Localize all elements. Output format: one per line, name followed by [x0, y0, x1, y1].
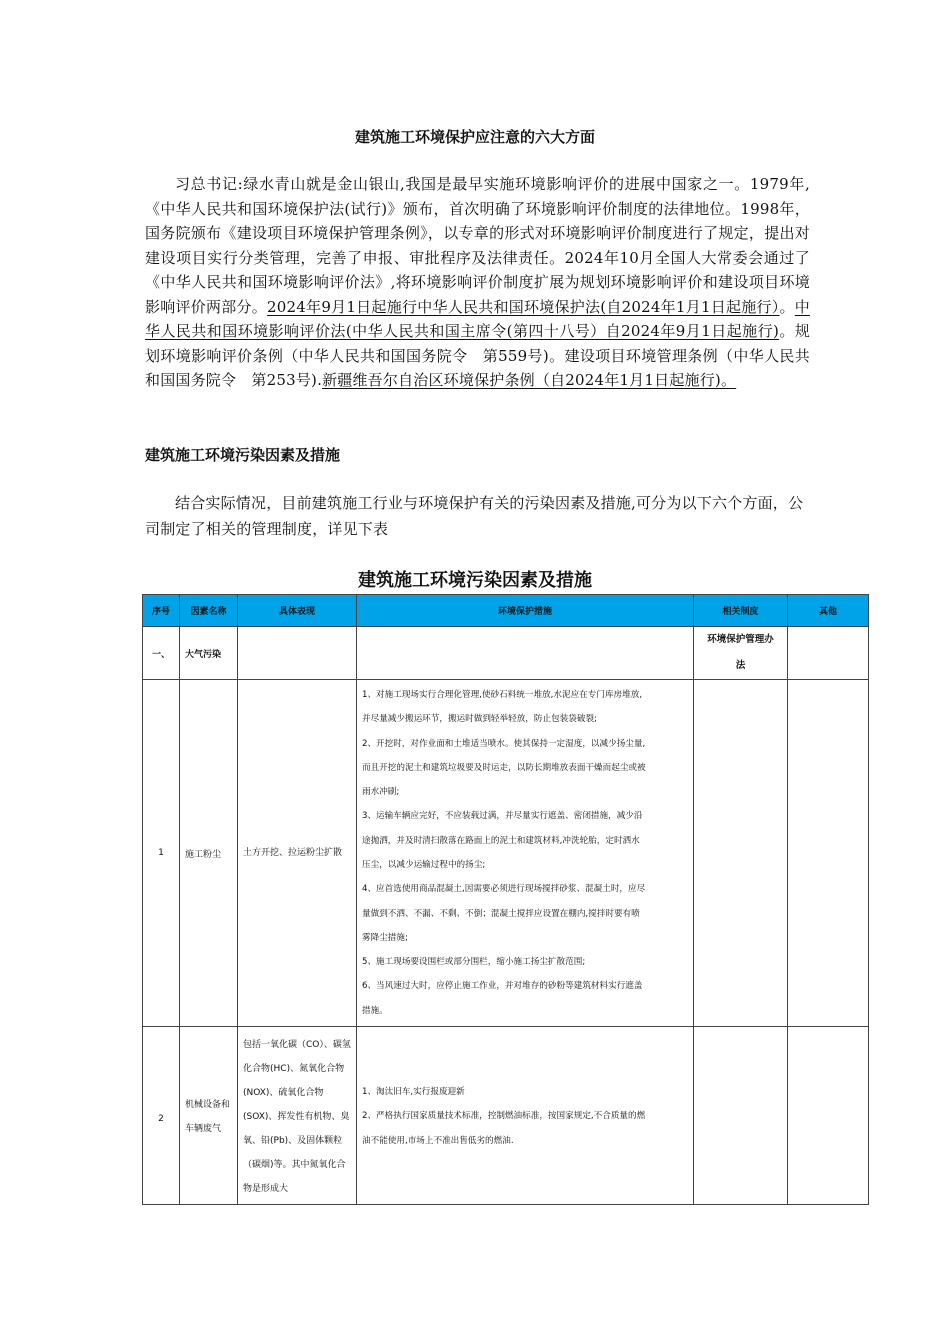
cell-empty: [694, 1027, 788, 1205]
table-row-air-pollution: [143, 627, 869, 680]
table-row-exhaust: [143, 1027, 869, 1205]
cell-empty: [788, 680, 869, 1027]
cell-detail: [238, 1027, 357, 1205]
cell-detail: [238, 680, 357, 1027]
measure-line: 雾降尘措施;: [362, 932, 408, 943]
header-measures: 环境保护措施: [357, 595, 694, 627]
header-rules: 相关制度: [694, 595, 788, 627]
header-no: 序号: [143, 595, 180, 627]
table-title: 建筑施工环境污染因素及措施: [358, 570, 592, 591]
intro-text-3: 。规划环境影响评价条例（中华人民共和国国务院令 第559号)。建设项目环境管理条例（中华人民共和国国务院令 第253号).: [145, 322, 810, 389]
cell-measures: [357, 1027, 694, 1205]
measure-line: 3、运输车辆应完好，不应装载过满，并尽量实行遮盖、密闭措施，减少沿: [362, 811, 643, 822]
measure-line: 而且开挖的泥土和建筑垃圾要及时运走，以防长期堆放表面干燥而起尘或被: [362, 762, 646, 773]
header-detail: 具体表现: [238, 595, 357, 627]
intro-text-2: 。: [779, 297, 795, 316]
intro-text-1: 习总书记:绿水青山就是金山银山,我国是最早实施环境影响评价的进展中国家之一。1979年,《中华人民共和国环境保护法(试行)》颁布，首次明确了环境影响评价制度的法律地位。1998年，国务院颁布《建设项目环境保护管理条例》，以专章的形式对环境影响评价制度进行了规定，提出对建设项目实行分类管理，完善了申报、审批程序及法律责任。2024年10月全国人大常委会通过了《中华人民共和国环境影响评价法》,将环境影响评价制度扩展为规划环境影响评价和建设项目环境影响评价两部分。: [145, 175, 810, 316]
pollution-measures-table: [142, 594, 869, 1205]
rules-line-2: 法: [735, 660, 746, 671]
table-header-row: [143, 595, 869, 627]
measure-line: 措施。: [362, 1005, 388, 1016]
measure-line: 并尽量减少搬运环节，搬运时做到轻举轻放，防止包装袋破裂;: [362, 714, 597, 725]
cell-empty: [788, 627, 869, 680]
intro-paragraph: [145, 172, 810, 393]
cell-empty: [238, 627, 357, 680]
cell-empty: [788, 1027, 869, 1205]
cell-factor: 施工粉尘: [180, 680, 238, 1027]
measure-line: 1、对施工现场实行合理化管理,使砂石料统一堆放,水泥应在专门库房堆放,: [362, 689, 643, 700]
table-row-dust: [143, 680, 869, 1027]
cell-no: 1: [143, 680, 180, 1027]
cell-group-no: 一、: [143, 627, 180, 680]
document-title: 建筑施工环境保护应注意的六大方面: [354, 128, 595, 146]
measure-line: 6、当风速过大时，应停止施工作业，并对堆存的砂粉等建筑材料实行遮盖: [362, 981, 643, 992]
cell-empty: [357, 627, 694, 680]
measure-line: 2、严格执行国家质量技术标准，控制燃油标准，按国家规定,不合质量的燃: [362, 1111, 646, 1122]
measure-line: 1、淘汰旧车,实行报废迎新: [362, 1087, 465, 1098]
detail-text: 包括一氧化碳（CO）、碳氢化合物(HC)、氮氧化合物(NOX)、硫氧化合物(SOX)、挥发性有机物、臭氧、铅(Pb)、及固体颗粒（碳烟)等。其中氮氧化合物是形成大: [243, 1039, 351, 1194]
law-link-xinjiang-regulation[interactable]: 新疆维吾尔自治区环境保护条例（自2024年1月1日起施行)。: [322, 371, 737, 389]
cell-empty: [694, 680, 788, 1027]
factor-text: 机械设备和车辆废气: [185, 1099, 231, 1134]
section-paragraph: 结合实际情况，目前建筑施工行业与环境保护有关的污染因素及措施,可分为以下六个方面，公司制定了相关的管理制度，详见下表: [145, 494, 804, 538]
header-factor: 因素名称: [180, 595, 238, 627]
measure-line: 油不能使用,市场上不准出售低劣的燃油.: [362, 1135, 514, 1146]
section-heading: 建筑施工环境污染因素及措施: [145, 446, 341, 464]
detail-text: 土方开挖、拉运粉尘扩散: [243, 848, 343, 858]
measure-line: 量做到不洒、不漏、不剩、不倒；混凝土搅拌应设置在棚内,搅拌时要有喷: [362, 908, 640, 919]
measure-line: 压尘，以减少运输过程中的扬尘;: [362, 860, 486, 870]
cell-no: 2: [143, 1027, 180, 1205]
law-link-eia[interactable]: 中华人民共和国环境影响评价法(中华人民共和国主席令(第四十八号）自2024年9月1日起施行): [145, 297, 810, 340]
measure-line: 2、开挖时，对作业面和土堆适当喷水。使其保持一定湿度，以减少扬尘量,: [362, 738, 646, 749]
cell-measures: [357, 680, 694, 1027]
header-other: 其他: [788, 595, 869, 627]
law-link-environment-protection[interactable]: 2024年9月1日起施行中华人民共和国环境保护法(自2024年1月1日起施行）: [267, 297, 780, 316]
measure-line: 5、施工现场要设围栏或部分围栏，缩小施工扬尘扩散范围;: [362, 957, 586, 968]
measure-line: 途抛洒，并及时清扫散落在路面上的泥土和建筑材料,冲洗轮胎，定时洒水: [362, 835, 640, 846]
measure-line: 雨水冲刷;: [362, 787, 400, 798]
measure-line: 4、应首选使用商品混凝土,因需要必须进行现场搅拌砂浆、混凝土时，应尽: [362, 884, 646, 895]
cell-related-rules: [694, 627, 788, 680]
rules-line-1: 环境保护管理办: [707, 634, 774, 645]
cell-factor: [180, 1027, 238, 1205]
cell-group-name: 大气污染: [180, 627, 238, 680]
